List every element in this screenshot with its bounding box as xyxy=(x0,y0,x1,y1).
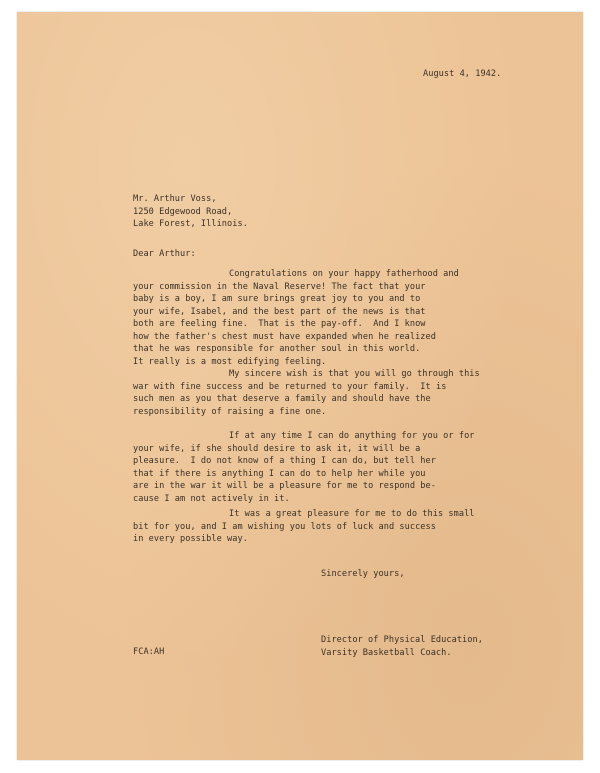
recipient-street: 1250 Edgewood Road, xyxy=(133,206,233,217)
signature-title-line: Varsity Basketball Coach. xyxy=(321,647,452,658)
paragraph-1 xyxy=(133,268,459,368)
paragraph-4 xyxy=(133,508,475,546)
signature-title xyxy=(321,634,483,659)
paragraph-line: pleasure. I do not know of a thing I can do, but tell her xyxy=(133,456,436,466)
paragraph-line: It really is a most edifying feeling. xyxy=(133,356,327,367)
paragraph-line: It was a great pleasure for me to do this small xyxy=(229,509,475,519)
paragraph-line: that if there is anything I can do to help her while you xyxy=(133,468,426,479)
paragraph-line: cause I am not actively in it. xyxy=(133,493,290,504)
salutation: Dear Arthur: xyxy=(133,249,196,259)
paragraph-line: war with fine success and be returned to your family. It is xyxy=(133,381,447,392)
paragraph-line: your commission in the Naval Reserve! The fact that your xyxy=(133,281,426,292)
paragraph-2 xyxy=(133,368,480,418)
paragraph-line: your wife, if she should desire to ask it, it will be a xyxy=(133,443,421,454)
paragraph-line: your wife, Isabel, and the best part of the news is that xyxy=(133,306,426,317)
paragraph-line: My sincere wish is that you will go through this xyxy=(229,369,480,379)
paragraph-line: Congratulations on your happy fatherhood and xyxy=(229,269,459,279)
paragraph-line: bit for you, and I am wishing you lots of luck and success xyxy=(133,521,436,532)
paragraph-line: baby is a boy, I am sure brings great joy to you and to xyxy=(133,294,421,304)
paragraph-line: both are feeling fine. That is the pay-off. And I know xyxy=(133,319,426,329)
paragraph-line: that he was responsible for another soul in this world. xyxy=(133,344,421,354)
paragraph-3 xyxy=(133,430,475,505)
paragraph-line: in every possible way. xyxy=(133,534,248,544)
recipient-city: Lake Forest, Illinois. xyxy=(133,219,248,229)
reference-initials: FCA:AH xyxy=(133,647,165,657)
closing: Sincerely yours, xyxy=(321,569,405,579)
paragraph-line: are in the war it will be a pleasure for me to respond be- xyxy=(133,481,436,491)
paragraph-line: such men as you that deserve a family and should have the xyxy=(133,394,431,404)
letter-date: August 4, 1942. xyxy=(423,69,502,79)
paragraph-line: If at any time I can do anything for you or for xyxy=(229,431,475,441)
letter-page xyxy=(17,12,583,760)
signature-title-line: Director of Physical Education, xyxy=(321,635,483,645)
paragraph-line: how the father's chest must have expanded when he realized xyxy=(133,331,436,342)
recipient-address xyxy=(133,193,248,231)
paragraph-line: responsibility of raising a fine one. xyxy=(133,406,327,417)
recipient-name: Mr. Arthur Voss, xyxy=(133,194,217,204)
